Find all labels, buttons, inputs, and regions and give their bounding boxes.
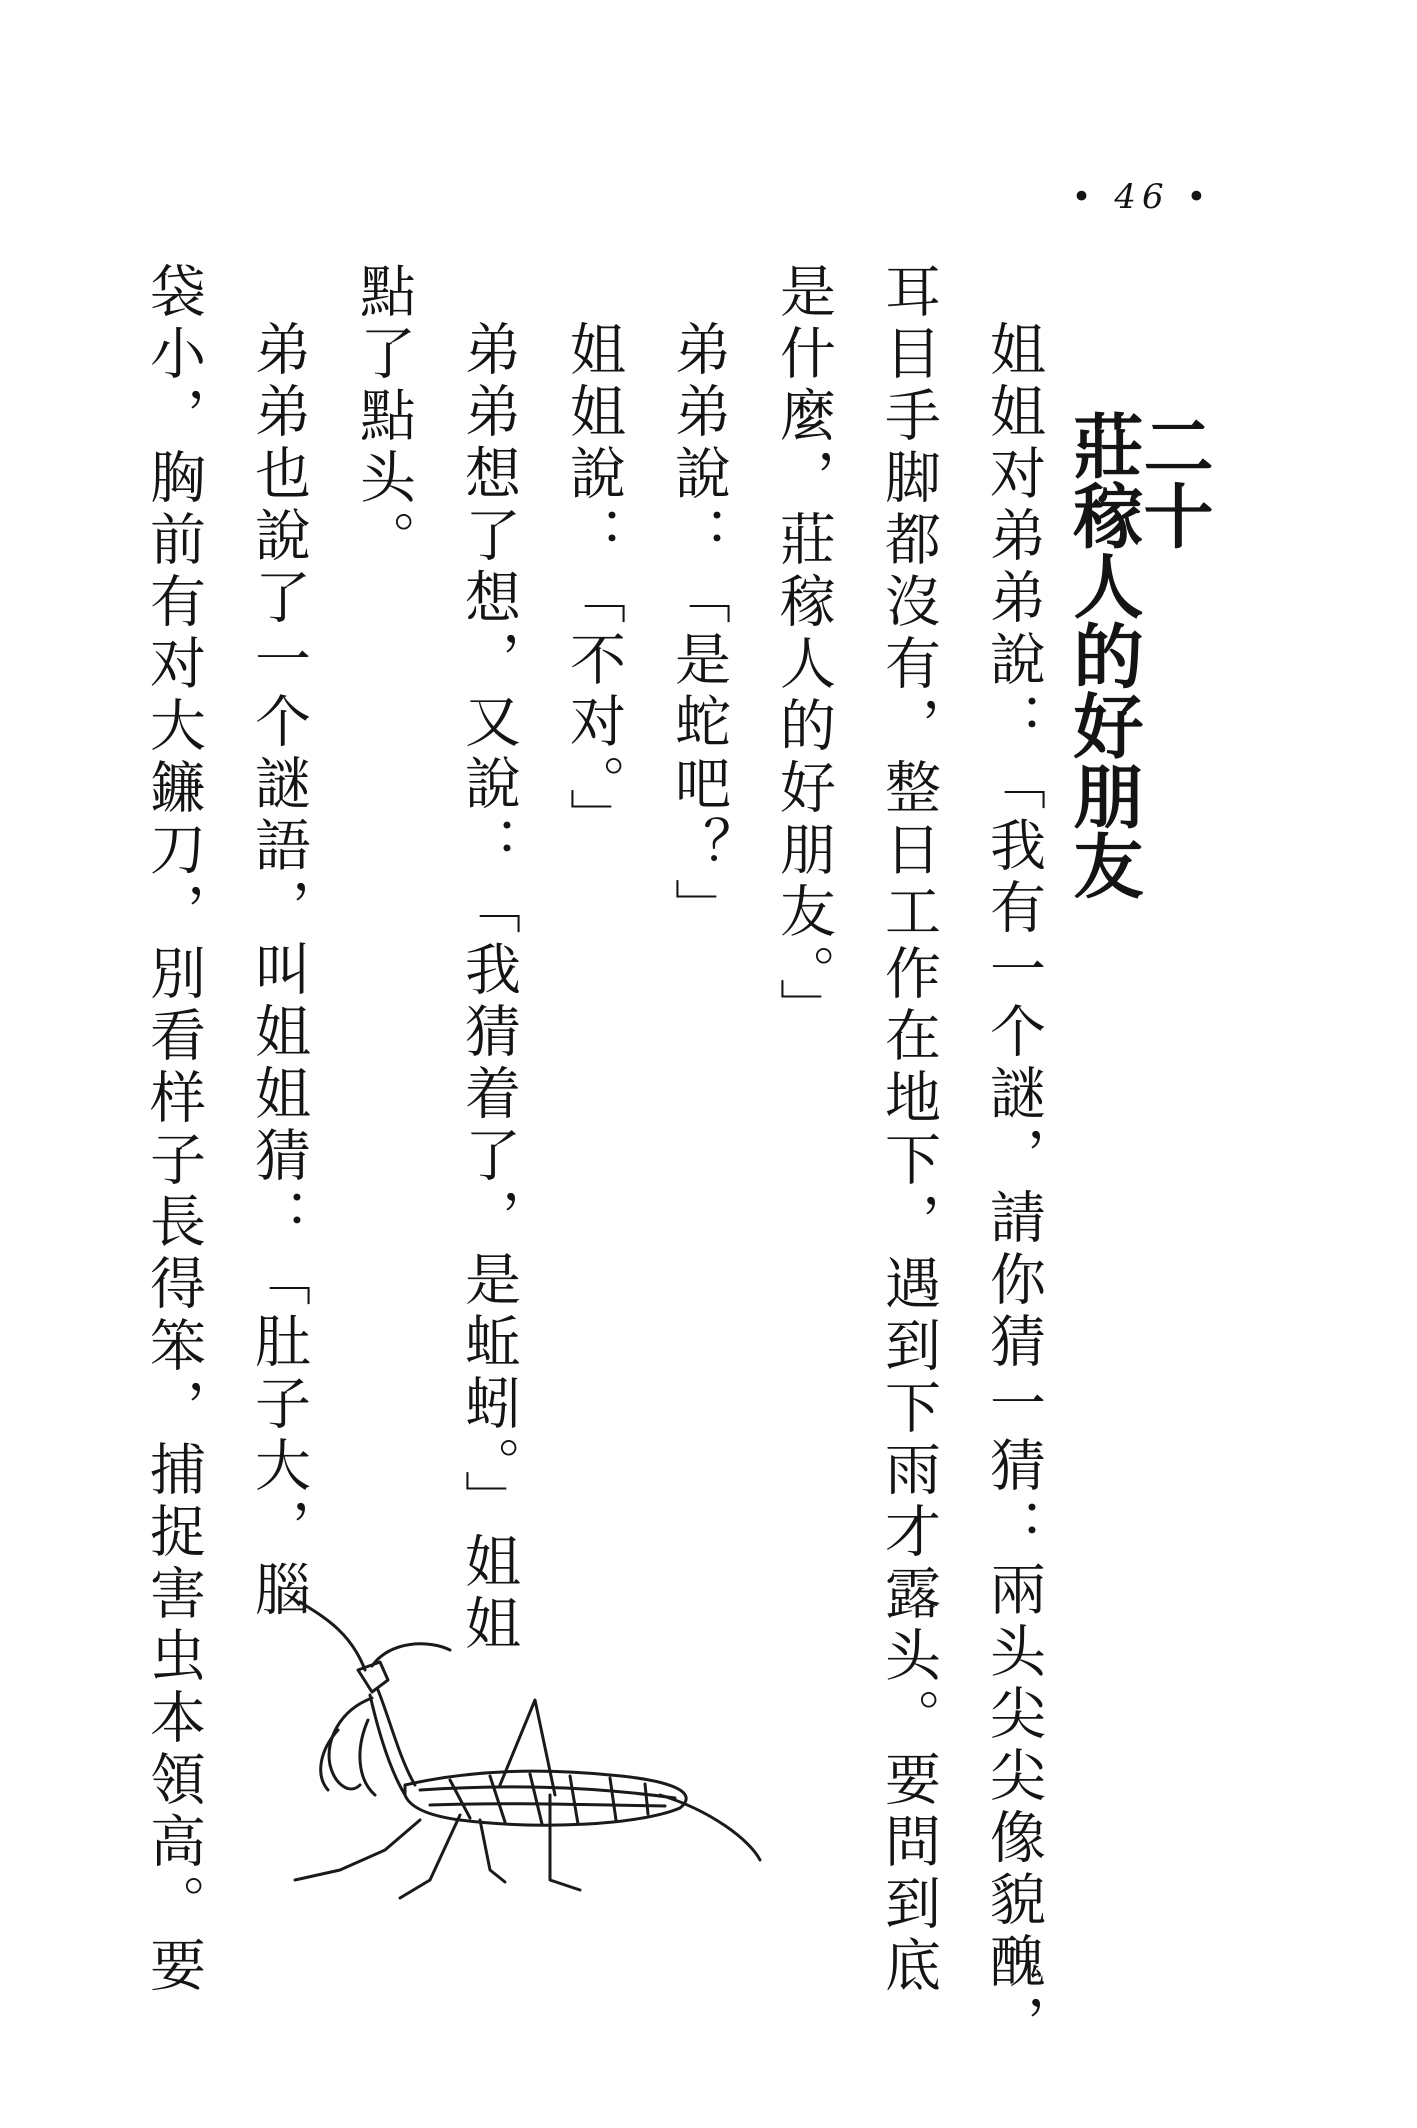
text-column-8: 弟弟也說了一个謎語，叫姐姐猜：「肚子大，腦: [246, 320, 311, 1622]
text-column-6: 弟弟想了想，又說：「我猜着了，是蚯蚓。」姐姐: [456, 320, 521, 1656]
chapter-number: 二十: [1132, 410, 1214, 550]
text-column-3: 是什麼，莊稼人的好朋友。」: [771, 262, 836, 1040]
praying-mantis-icon: [280, 1580, 840, 1940]
text-column-4: 弟弟說：「是蛇吧？」: [666, 320, 731, 940]
text-column-5: 姐姐說：「不对。」: [561, 320, 626, 850]
chapter-title-text: 莊稼人的好朋友: [1062, 410, 1144, 900]
text-column-2: 耳目手脚都沒有，整日工作在地下，遇到下雨才露头。要問到底: [876, 262, 941, 1998]
text-column-1: 姐姐对弟弟說：「我有一个謎，請你猜一猜：兩头尖尖像貌醜，: [981, 320, 1046, 2056]
page-number: • 46 •: [1071, 177, 1213, 217]
text-column-9: 袋小，胸前有对大鐮刀，別看样子長得笨，捕捉害虫本領高。要: [141, 262, 206, 1998]
text-column-7: 點了點头。: [351, 262, 416, 572]
chapter-title: [1062, 410, 1214, 1090]
